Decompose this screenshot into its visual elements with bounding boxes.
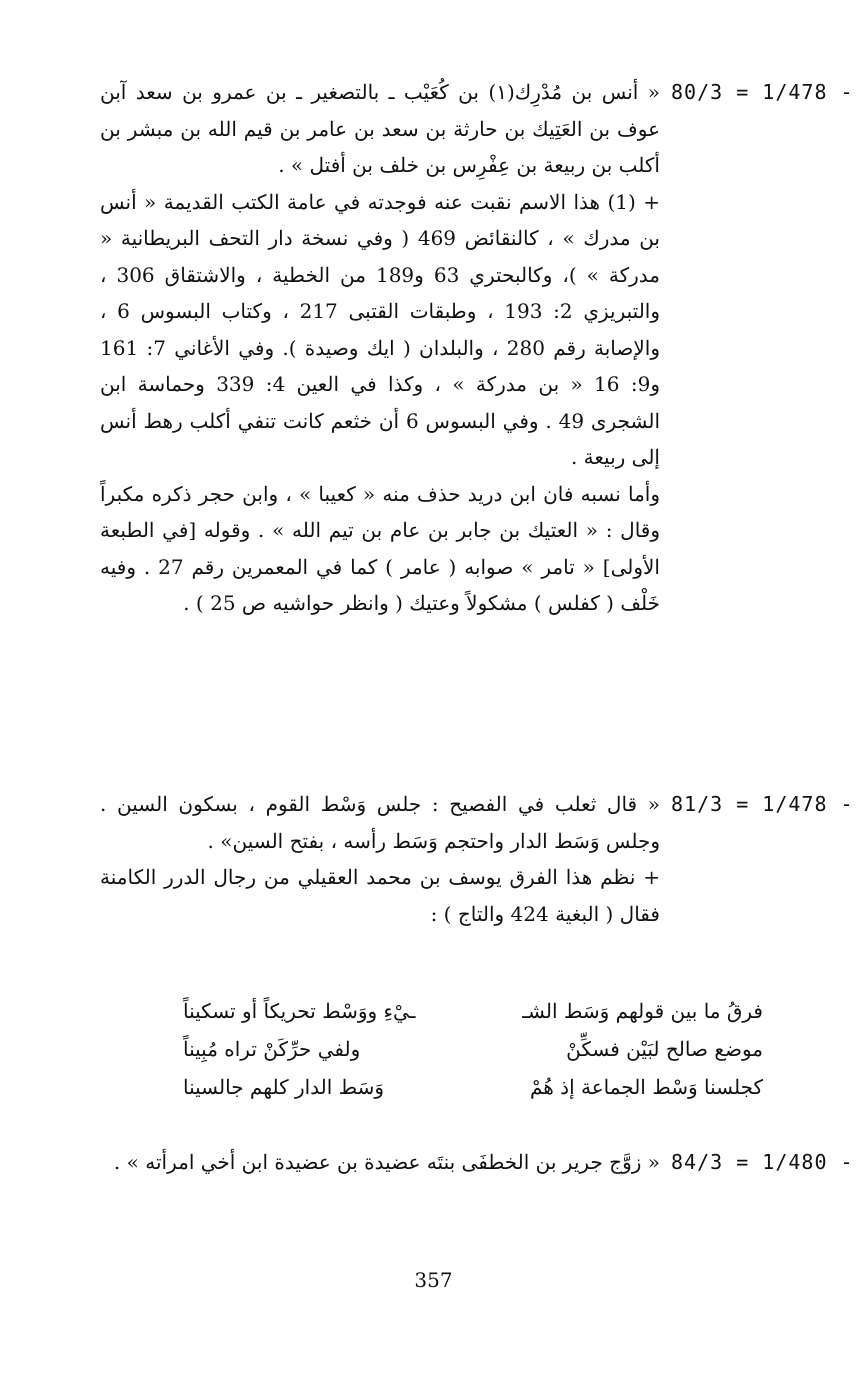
commentary-paragraph: + نظم هذا الفرق يوسف بن محمد العقيلي من رجال الدرر الكامنة فقال ( البغية 424 والتاج ) : <box>100 865 660 926</box>
poem-verses <box>183 992 763 1106</box>
entry-paragraph: « قال ثعلب في الفصيح : جلس وَسْط القوم ، بسكون السين . وجلس وَسَط الدار واحتجم وَسَط رأسه ، بفتح السين» . <box>100 792 660 853</box>
page-number: 357 <box>414 1268 453 1292</box>
verse-first-hemistich: فرقُ ما بين قولهم وَسَط الشـ <box>522 999 763 1023</box>
commentary-paragraph: وأما نسبه فان ابن دريد حذف منه « كعيبا » ، وابن حجر ذكره مكبراً وقال : « العتيك بن جابر بن عام بن تيم الله » . وقوله [في الطبعة الأولى] « تامر » صوابه ( عامر ) كما في المعمرين رقم 27 . وفيه خَلْف ( كفلس ) مشكولاً وعتيك ( وانظر حواشيه ص 25 ) . <box>100 481 660 615</box>
poem-verse <box>183 1068 763 1106</box>
entry-text <box>100 786 660 932</box>
entry-paragraph: « أنس بن مُدْرِك(١) بن كُعَيْب ـ بالتصغير ـ بن عمرو بن سعد آبن عوف بن العَتِيك بن حارثة بن سعد بن عامر بن قيم الله بن مبشر بن أكلب بن ربيعة بن عِفْرِس بن خلف بن أفتل » . <box>100 80 660 177</box>
entry-paragraph: « زوَّج جرير بن الخطفَى بنتَه عضيدة بن عضيدة ابن أخي امرأته » . <box>113 1150 660 1174</box>
verse-first-hemistich: كجلسنا وَسْط الجماعة إذ هُمْ <box>529 1075 763 1099</box>
verse-second-hemistich: وَسَط الدار كلهم جالسينا <box>183 1075 385 1099</box>
entry-reference: 84/3 = 1/480 - <box>671 1150 854 1174</box>
entry-reference: 81/3 = 1/478 - <box>671 792 854 816</box>
poem-verse <box>183 1030 763 1068</box>
verse-first-hemistich: موضع صالح لبَيْن فسكِّنْ <box>566 1037 763 1061</box>
verse-second-hemistich: ولفي حرِّكَنْ تراه مُبِيناً <box>183 1037 361 1061</box>
entry-reference: 80/3 = 1/478 - <box>671 80 854 104</box>
entry-text <box>100 74 660 622</box>
entry-text <box>100 1144 660 1181</box>
verse-second-hemistich: ـيْءِ ووَسْط تحريكاً أو تسكيناً <box>183 999 416 1023</box>
poem-verse <box>183 992 763 1030</box>
footnote-paragraph: + (1) هذا الاسم نقبت عنه فوجدته في عامة الكتب القديمة « أنس بن مدرك » ، كالنقائض 469 ( وفي نسخة دار التحف البريطانية « مدركة » )، وكالبحتري 63 و189 من الخطية ، والاشتقاق 306 ، والتبريزي 2: 193 ، وطبقات القتبى 217 ، وكتاب البسوس 6 ، والإصابة رقم 280 ، والبلدان ( ايك وصيدة ). وفي الأغاني 7: 161 و9: 16 « بن مدركة » ، وكذا في العين 4: 339 وحماسة ابن الشجرى 49 . وفي البسوس 6 أن خثعم كانت تنفي أكلب رهط أنس إلى ربيعة . <box>100 189 661 469</box>
